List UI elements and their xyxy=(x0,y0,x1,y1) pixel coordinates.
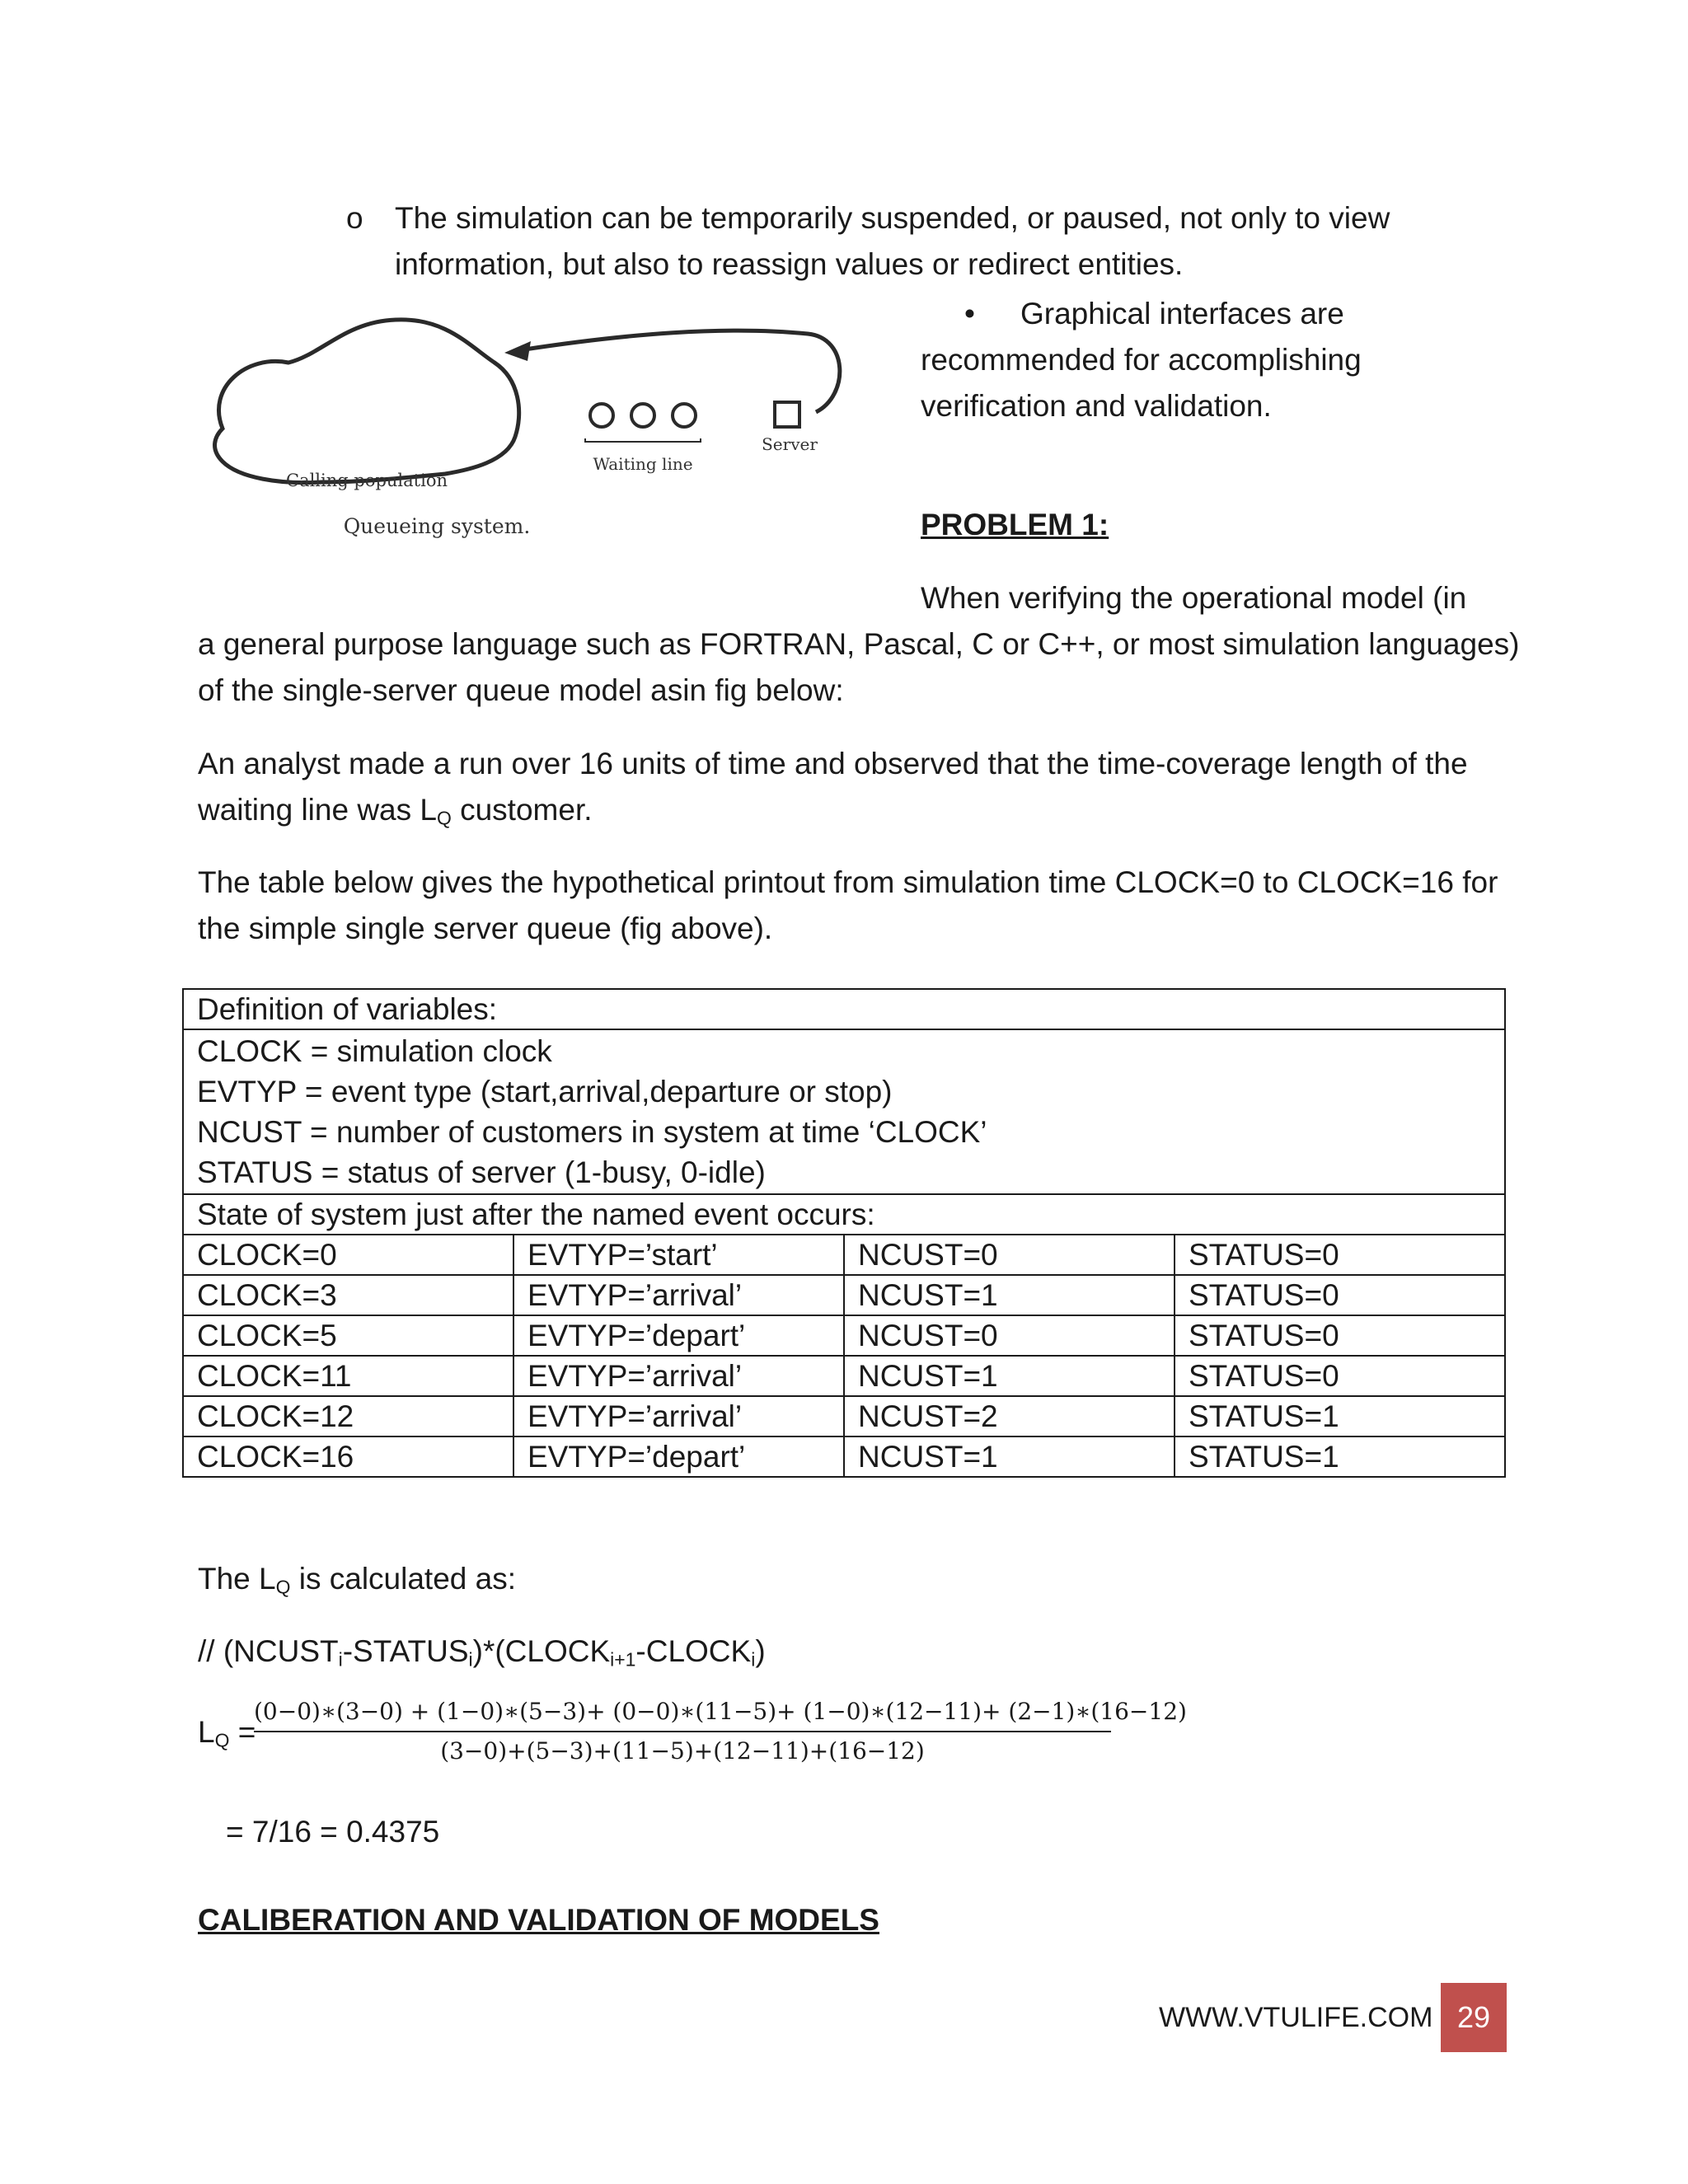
problem-para1-line1: When verifying the operational model (in xyxy=(921,581,1467,615)
table-row xyxy=(183,1275,1505,1315)
main-bullet-marker: • xyxy=(964,297,975,330)
fraction-numerator: (0−0)∗(3−0) + (1−0)∗(5−3)+ (0−0)∗(11−5)+ (1−0)∗(12−11)+ (2−1)∗(16−12) xyxy=(254,1698,1187,1725)
main-bullet-line-2: recommended for accomplishing xyxy=(921,343,1362,377)
table-cell: CLOCK=3 xyxy=(183,1275,513,1315)
sub-bullet-line-2: information, but also to reassign values or redirect entities. xyxy=(395,247,1184,281)
table-cell: EVTYP=’arrival’ xyxy=(513,1275,844,1315)
table-cell: NCUST=1 xyxy=(844,1356,1175,1396)
section-heading: CALIBERATION AND VALIDATION OF MODELS xyxy=(198,1903,879,1937)
table-cell: STATUS=0 xyxy=(1175,1315,1505,1356)
definition-item: CLOCK = simulation clock xyxy=(197,1034,552,1068)
table-row xyxy=(183,1436,1505,1477)
problem-para3-line1: The table below gives the hypothetical printout from simulation time CLOCK=0 to CLOCK=16 for xyxy=(198,865,1498,899)
main-bullet-line-1: Graphical interfaces are xyxy=(1020,297,1344,330)
table-row xyxy=(183,1315,1505,1356)
page-number: 29 xyxy=(1441,1983,1507,2052)
return-arrow xyxy=(519,330,840,412)
definition-item: STATUS = status of server (1-busy, 0-idle) xyxy=(197,1155,766,1189)
table-cell: EVTYP=’arrival’ xyxy=(513,1396,844,1436)
table-row xyxy=(183,1235,1505,1275)
definitions-cell xyxy=(183,1029,1505,1194)
definitions-header: Definition of variables: xyxy=(183,989,1505,1029)
table-row-definitions-header xyxy=(183,989,1505,1029)
waiting-line-label: Waiting line xyxy=(593,454,693,474)
sub-bullet-marker: o xyxy=(346,201,363,235)
waiting-line-brace xyxy=(585,438,701,442)
lq-label: $L_Q$ = xyxy=(198,1715,256,1751)
definition-item: EVTYP = event type (start,arrival,departure or stop) xyxy=(197,1075,893,1108)
problem-para1-line2: a general purpose language such as FORTRAN, Pascal, C or C++, or most simulation languages) xyxy=(198,627,1520,661)
table-row xyxy=(183,1396,1505,1436)
queue-circle-1 xyxy=(590,404,613,427)
lq-result: = 7/16 = 0.4375 xyxy=(226,1815,440,1849)
table-row-definitions xyxy=(183,1029,1505,1194)
table-cell: NCUST=0 xyxy=(844,1235,1175,1275)
state-header: State of system just after the named event occurs: xyxy=(183,1194,1505,1235)
table-cell: EVTYP=’arrival’ xyxy=(513,1356,844,1396)
table-cell: CLOCK=5 xyxy=(183,1315,513,1356)
calling-population-label: Calling population xyxy=(286,471,448,490)
table-cell: STATUS=1 xyxy=(1175,1396,1505,1436)
main-bullet-line-3: verification and validation. xyxy=(921,389,1272,423)
table-cell: NCUST=2 xyxy=(844,1396,1175,1436)
table-row-state-header xyxy=(183,1194,1505,1235)
footer-site: WWW.VTULIFE.COM xyxy=(1159,2002,1433,2033)
problem-heading: PROBLEM 1: xyxy=(921,508,1109,541)
simulation-variables-table xyxy=(182,988,1506,1478)
table-cell: EVTYP=’depart’ xyxy=(513,1315,844,1356)
table-cell: NCUST=0 xyxy=(844,1315,1175,1356)
calling-population-cloud xyxy=(215,320,519,483)
table-cell: STATUS=1 xyxy=(1175,1436,1505,1477)
server-box xyxy=(775,402,799,427)
table-cell: CLOCK=0 xyxy=(183,1235,513,1275)
figure-caption: Queueing system. xyxy=(343,514,531,538)
queue-circle-3 xyxy=(673,404,696,427)
table-cell: EVTYP=’depart’ xyxy=(513,1436,844,1477)
server-label: Server xyxy=(762,434,818,454)
table-row xyxy=(183,1356,1505,1396)
table-cell: STATUS=0 xyxy=(1175,1275,1505,1315)
queue-circle-2 xyxy=(631,404,654,427)
table-cell: CLOCK=12 xyxy=(183,1396,513,1436)
table-cell: EVTYP=’start’ xyxy=(513,1235,844,1275)
sub-bullet-line-1: The simulation can be temporarily suspended, or paused, not only to view xyxy=(395,201,1390,235)
queueing-system-figure xyxy=(198,305,857,552)
table-cell: STATUS=0 xyxy=(1175,1356,1505,1396)
problem-para2-line1: An analyst made a run over 16 units of time and observed that the time-coverage length of the xyxy=(198,747,1468,780)
lq-intro: The $L_Q$ is calculated as: xyxy=(198,1562,516,1598)
table-cell: CLOCK=16 xyxy=(183,1436,513,1477)
problem-para1-line3: of the single-server queue model asin fig below: xyxy=(198,673,844,707)
table-cell: STATUS=0 xyxy=(1175,1235,1505,1275)
problem-para3-line2: the simple single server queue (fig above). xyxy=(198,912,773,945)
problem-para2-line2: waiting line was $L_Q$ customer. xyxy=(198,793,593,829)
table-cell: NCUST=1 xyxy=(844,1436,1175,1477)
table-cell: CLOCK=11 xyxy=(183,1356,513,1396)
table-cell: NCUST=1 xyxy=(844,1275,1175,1315)
fraction-denominator: (3−0)+(5−3)+(11−5)+(12−11)+(16−12) xyxy=(440,1737,925,1765)
lq-formula: // $(NCUST_i-STATUS_i)*(CLOCK_{i+1}-CLOCK_i)$ xyxy=(198,1634,766,1671)
fraction-bar xyxy=(254,1731,1111,1732)
arrow-head-icon xyxy=(504,341,531,361)
definition-item: NCUST = number of customers in system at time ‘CLOCK’ xyxy=(197,1115,987,1149)
